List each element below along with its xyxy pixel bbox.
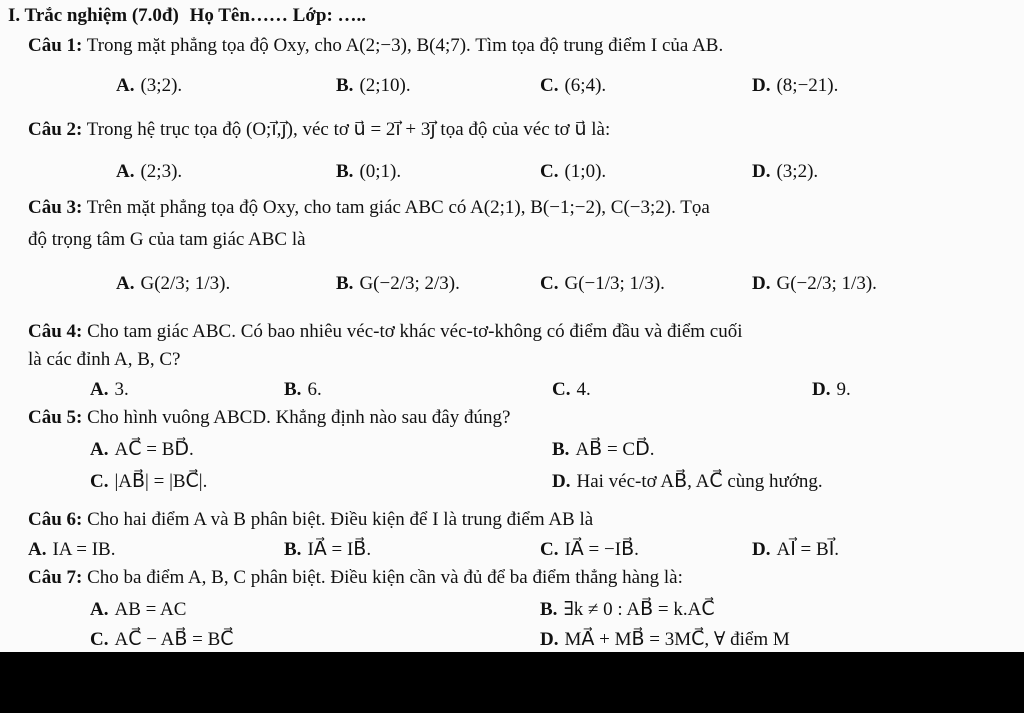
question-1 (28, 34, 723, 58)
question-5 (28, 406, 510, 430)
q5-option-d[interactable]: D. Hai véc-tơ AB⃗, AC⃗ cùng hướng. (552, 471, 823, 492)
question-6-text: Cho hai điểm A và B phân biệt. Điều kiện để I là trung điểm AB là (87, 509, 594, 530)
q7-option-d[interactable]: D. MA⃗ + MB⃗ = 3MC⃗, ∀ điểm M (540, 629, 790, 650)
question-6 (28, 508, 593, 532)
q4-option-c[interactable]: C. 4. (552, 379, 591, 400)
question-7 (28, 566, 683, 590)
question-4-text-cont: là các đỉnh A, B, C? (28, 349, 181, 370)
q2-option-d[interactable]: D. (3;2). (752, 161, 819, 182)
section-title: I. Trắc nghiệm (7.0đ) (8, 5, 179, 26)
q4-option-a[interactable]: A. 3. (90, 379, 129, 400)
black-bottom-bar (0, 652, 1024, 713)
question-3-label: Câu 3: (28, 197, 83, 218)
q7-option-c[interactable]: C. AC⃗ − AB⃗ = BC⃗ (90, 629, 234, 650)
question-4-label: Câu 4: (28, 321, 83, 342)
q5-option-a[interactable]: A. AC⃗ = BD⃗. (90, 439, 194, 460)
question-7-label: Câu 7: (28, 567, 83, 588)
q4-option-d[interactable]: D. 9. (812, 379, 851, 400)
q4-option-b[interactable]: B. 6. (284, 379, 322, 400)
question-3-text-cont: độ trọng tâm G của tam giác ABC là (28, 229, 306, 250)
q5-option-b[interactable]: B. AB⃗ = CD⃗. (552, 439, 655, 460)
q1-option-b[interactable]: B. (2;10). (336, 75, 411, 96)
q6-option-d[interactable]: D. AI⃗ = BI⃗. (752, 539, 840, 560)
q7-option-b[interactable]: B. ∃k ≠ 0 : AB⃗ = k.AC⃗ (540, 599, 715, 620)
question-7-text: Cho ba điểm A, B, C phân biệt. Điều kiện cần và đủ để ba điểm thẳng hàng là: (87, 567, 683, 588)
student-info-label: Họ Tên…… Lớp: ….. (189, 5, 367, 26)
q2-option-b[interactable]: B. (0;1). (336, 161, 402, 182)
exam-header (8, 4, 366, 28)
q3-option-b[interactable]: B. G(−2/3; 2/3). (336, 273, 460, 294)
q5-option-c[interactable]: C. |AB⃗| = |BC⃗|. (90, 471, 208, 492)
question-2 (28, 118, 610, 142)
q3-option-d[interactable]: D. G(−2/3; 1/3). (752, 273, 877, 294)
q6-option-a[interactable]: A. IA = IB. (28, 539, 116, 560)
question-4-text: Cho tam giác ABC. Có bao nhiêu véc-tơ khác véc-tơ-không có điểm đầu và điểm cuối (87, 321, 743, 342)
q7-option-a[interactable]: A. AB = AC (90, 599, 187, 620)
q6-option-c[interactable]: C. IA⃗ = −IB⃗. (540, 539, 639, 560)
question-5-label: Câu 5: (28, 407, 83, 428)
q2-option-c[interactable]: C. (1;0). (540, 161, 607, 182)
q6-option-b[interactable]: B. IA⃗ = IB⃗. (284, 539, 372, 560)
question-2-text: Trong hệ trục tọa độ (O;i⃗,j⃗), véc tơ u⃗ = 2i⃗ + 3j⃗ tọa độ của véc tơ u⃗ là: (86, 119, 611, 140)
question-3-text: Trên mặt phẳng tọa độ Oxy, cho tam giác ABC có A(2;1), B(−1;−2), C(−3;2). Tọa (86, 197, 710, 218)
q1-option-a[interactable]: A. (3;2). (116, 75, 183, 96)
q2-option-a[interactable]: A. (2;3). (116, 161, 183, 182)
question-3 (28, 196, 710, 220)
question-6-label: Câu 6: (28, 509, 83, 530)
q3-option-c[interactable]: C. G(−1/3; 1/3). (540, 273, 665, 294)
question-4 (28, 320, 743, 344)
q1-option-c[interactable]: C. (6;4). (540, 75, 607, 96)
q3-option-a[interactable]: A. G(2/3; 1/3). (116, 273, 231, 294)
q1-option-d[interactable]: D. (8;−21). (752, 75, 839, 96)
question-1-label: Câu 1: (28, 35, 83, 56)
question-2-label: Câu 2: (28, 119, 83, 140)
question-5-text: Cho hình vuông ABCD. Khẳng định nào sau đây đúng? (87, 407, 511, 428)
question-1-text: Trong mặt phẳng tọa độ Oxy, cho A(2;−3), B(4;7). Tìm tọa độ trung điểm I của AB. (86, 35, 724, 56)
